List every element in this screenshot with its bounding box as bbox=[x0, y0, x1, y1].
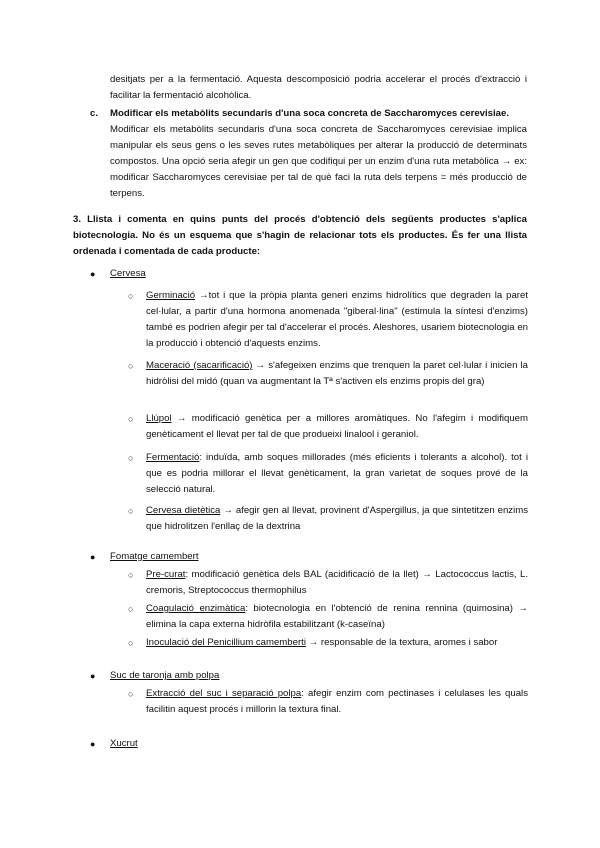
item-text: : induïda, amb soques millorades (més eficients i tolerants a alcohol). tot i que es podria millorar el llevat genèticament, la gran varietat de soques prové de la selecció natural. bbox=[146, 452, 528, 495]
product-xucrut bbox=[110, 736, 138, 752]
item-term: Fermentació bbox=[146, 452, 200, 463]
circle-bullet-icon: ○ bbox=[128, 506, 134, 516]
item-text: : biotecnologia en l'obtenció de renina rennina (quimosina) → elimina la capa externa hidròfila estabilitzant (k-caseïna) bbox=[146, 603, 528, 630]
item-term: Pre-curat bbox=[146, 569, 186, 580]
circle-bullet-icon: ○ bbox=[128, 638, 134, 648]
item-text: : afegir enzim com pectinases i celulases les quals facilitin aquest procés i millorin la textura final. bbox=[146, 688, 528, 715]
product-title: Fomatge camembert bbox=[110, 551, 199, 562]
cervesa-item bbox=[146, 503, 528, 535]
bullet-icon: ● bbox=[90, 269, 96, 279]
item-term: Maceració (sacarificació) bbox=[146, 360, 253, 371]
circle-bullet-icon: ○ bbox=[128, 689, 134, 699]
product-suc bbox=[110, 668, 219, 684]
cervesa-item bbox=[146, 288, 528, 352]
product-title: Xucrut bbox=[110, 738, 138, 749]
product-title: Suc de taronja amb polpa bbox=[110, 670, 220, 681]
fomatge-item bbox=[146, 601, 528, 633]
item-term: Extracció del suc i separació polpa bbox=[146, 688, 302, 699]
bullet-icon: ● bbox=[90, 552, 96, 562]
product-title: Cervesa bbox=[110, 268, 146, 279]
item-text: → responsable de la textura, aromes i sabor bbox=[305, 637, 498, 648]
item-text: → s'afegeixen enzims que trenquen la paret cel·lular i inicien la hidròlisi del midó (quan va augmentant la Tª s'activen els enzims propis del gra) bbox=[146, 360, 529, 387]
bullet-icon: ● bbox=[90, 739, 96, 749]
circle-bullet-icon: ○ bbox=[128, 570, 134, 580]
fomatge-item bbox=[146, 567, 528, 599]
product-fomatge bbox=[110, 549, 199, 565]
circle-bullet-icon: ○ bbox=[128, 291, 134, 301]
continuation-paragraph bbox=[110, 72, 527, 104]
item-term: Cervesa dietètica bbox=[146, 505, 221, 516]
list-marker-c: c. bbox=[90, 108, 99, 119]
item-c bbox=[110, 106, 527, 202]
continuation-text: desitjats per a la fermentació. Aquesta descomposició podria accelerar el procés d'extracció i facilitar la fermentació alcohòlica. bbox=[110, 74, 527, 101]
item-term: Germinació bbox=[146, 290, 196, 301]
item-term: Llúpol bbox=[146, 413, 172, 424]
circle-bullet-icon: ○ bbox=[128, 414, 134, 424]
item-term: Inoculació del Penicillium camemberti bbox=[146, 637, 306, 648]
cervesa-item bbox=[146, 411, 528, 443]
circle-bullet-icon: ○ bbox=[128, 453, 134, 463]
circle-bullet-icon: ○ bbox=[128, 361, 134, 371]
circle-bullet-icon: ○ bbox=[128, 604, 134, 614]
item-c-heading: Modificar els metabòlits secundaris d'una soca concreta de Saccharomyces cerevisiae. bbox=[110, 108, 510, 119]
question-3-text: 3. Llista i comenta en quins punts del procés d'obtenció dels següents productes s'aplica biotecnologia. No és un esquema que s'hagin de relacionar tots els productes. És fer una llista ordenada i comentada de cada producte: bbox=[73, 214, 527, 257]
cervesa-item bbox=[146, 358, 528, 390]
suc-item bbox=[146, 686, 528, 718]
bullet-icon: ● bbox=[90, 671, 96, 681]
product-cervesa bbox=[110, 266, 146, 282]
item-text: : modificació genètica dels BAL (acidificació de la llet) → Lactococcus lactis, L. cremoris, Streptococcus thermophilus bbox=[146, 569, 528, 596]
fomatge-item bbox=[146, 635, 528, 651]
item-c-body: Modificar els metabòlits secundaris d'una soca concreta de Saccharomyces cerevisiae implica manipular els seus gens o les seves rutes metabòliques per alterar la producció de determinats compostos. Una opció seria afegir un gen que codifiqui per un enzim d'una ruta metabòlica → ex: modificar Saccharomyces cerevisiae per tal de què faci la ruta dels terpens = més producció de terpens. bbox=[110, 124, 527, 199]
item-text: →tot i que la pròpia planta generi enzims hidrolítics que degraden la paret cel·lular, a partir d'una hormona anomenada "giberal·lina" (estimula la síntesi d'enzims) també es podrien afegir per tal d'accelerar el procés. Aleshores, usariem biotecnologia en la producció i obtenció d'aquests enzims. bbox=[146, 290, 528, 349]
cervesa-item bbox=[146, 450, 528, 498]
item-term: Coagulació enzimàtica bbox=[146, 603, 246, 614]
question-3 bbox=[73, 212, 527, 260]
item-text: → afegir gen al llevat, provinent d'Aspergillus, ja que sintetitzen enzims que hidrolitzen l'enllaç de la dextrina bbox=[146, 505, 528, 532]
item-text: → modificació genètica per a millores aromàtiques. No l'afegim i modifiquem genèticament el llevat per tal de que produeixi linalool i geraniol. bbox=[146, 413, 528, 440]
